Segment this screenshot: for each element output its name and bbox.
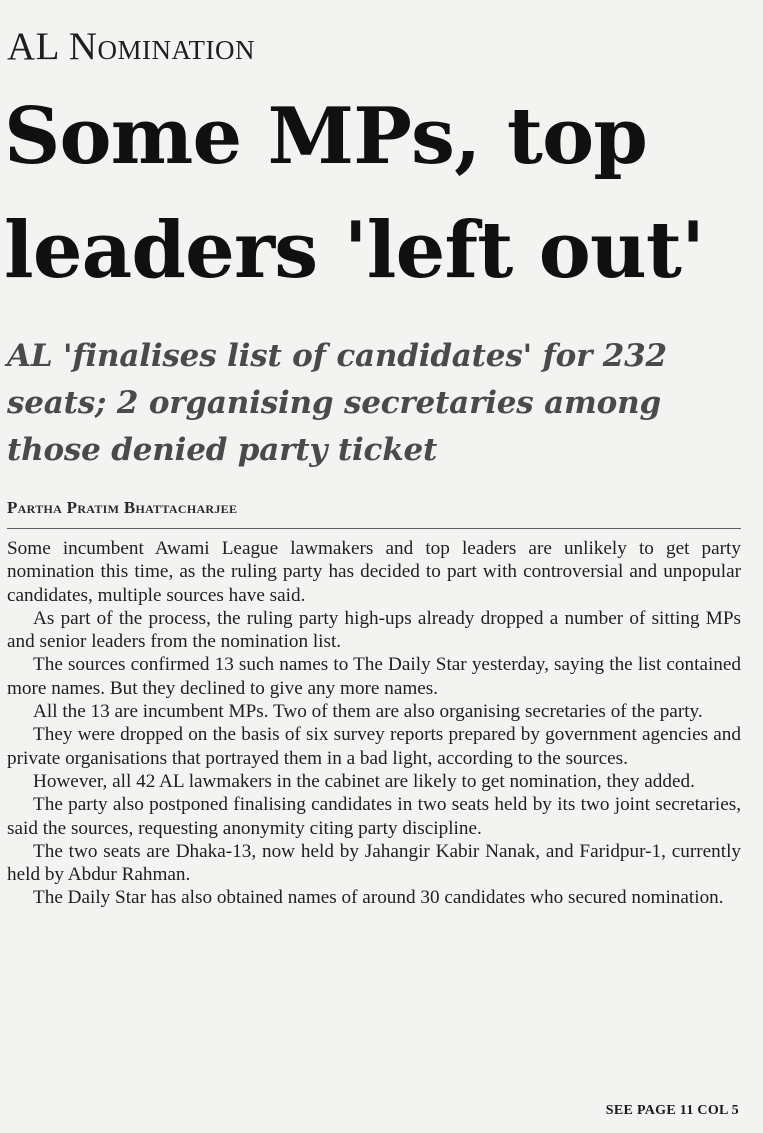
paragraph: Some incumbent Awami League lawmakers and top leaders are unlikely to get party nomination this time, as the ruling party has decided to part with controversial and unpopular candidates, multiple sources have said. xyxy=(7,538,741,606)
paragraph: The party also postponed finalising candidates in two seats held by its two joint secretaries, said the sources, requesting anonymity citing party discipline. xyxy=(7,794,741,839)
byline-divider xyxy=(7,528,741,529)
byline: Partha Pratim Bhattacharjee xyxy=(7,498,238,517)
section-kicker: AL Nomination xyxy=(7,25,255,68)
paragraph: The sources confirmed 13 such names to The Daily Star yesterday, saying the list contained more names. But they declined to give any more names. xyxy=(7,654,741,699)
paragraph: As part of the process, the ruling party high-ups already dropped a number of sitting MPs and senior leaders from the nomination list. xyxy=(7,607,741,653)
paragraph: They were dropped on the basis of six survey reports prepared by government agencies and private organisations that portrayed them in a bad light, according to the sources. xyxy=(7,724,741,769)
continued-on-page: SEE PAGE 11 COL 5 xyxy=(605,1103,739,1118)
paragraph: The two seats are Dhaka-13, now held by Jahangir Kabir Nanak, and Faridpur-1, currently held by Abdur Rahman. xyxy=(7,840,741,886)
paragraph: The Daily Star has also obtained names of around 30 candidates who secured nomination. xyxy=(33,887,724,909)
paragraph: However, all 42 AL lawmakers in the cabinet are likely to get nomination, they added. xyxy=(33,770,695,792)
subheadline: AL 'finalises list of candidates' for 232 seats; 2 organising secretaries among those denied party ticket xyxy=(7,338,667,468)
paragraph: All the 13 are incumbent MPs. Two of them are also organising secretaries of the party. xyxy=(33,701,703,723)
headline: Some MPs, top leaders 'left out' xyxy=(4,91,705,296)
article-body xyxy=(7,537,741,910)
